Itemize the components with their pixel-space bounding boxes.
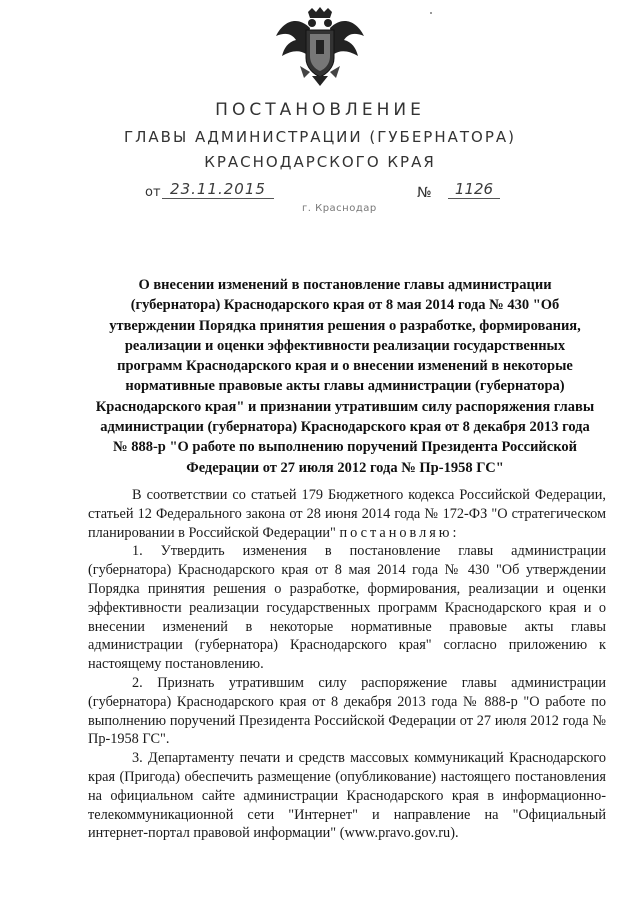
city-label: г. Краснодар xyxy=(302,203,377,214)
intro-text: В соответствии со статьей 179 Бюджетного кодекса Российской Федерации, статьей 12 Федерального закона от 28 июня 2014 года № 172-ФЗ "О стратегическом планировании в Российской Федерации" xyxy=(88,487,606,541)
document-title: О внесении изменений в постановление главы администрации (губернатора) Краснодарского края от 8 мая 2014 года № 430 "Об утверждении Порядка принятия решения о разработке, формирования, реализации и оценки эффективности реализации государственных программ Краснодарского края и о внесении изменений в некоторые нормативные правовые акты главы администрации (губернатора) Краснодарского края" и признании утратившим силу распоряжения главы администрации (губернатора) Краснодарского края от 8 декабря 2013 года № 888-р "О работе по выполнению поручений Президента Российской Федерации от 27 июля 2012 года № Пр-1958 ГС" xyxy=(95,277,595,476)
issuer-heading: ГЛАВЫ АДМИНИСТРАЦИИ (ГУБЕРНАТОРА) xyxy=(123,128,517,146)
number-label: № xyxy=(417,185,432,201)
region-heading: КРАСНОДАРСКОГО КРАЯ xyxy=(204,153,436,171)
coat-of-arms-emblem xyxy=(270,6,370,88)
handwritten-date: 23.11.2015 xyxy=(162,180,274,199)
date-label: от xyxy=(145,185,161,200)
handwritten-number: 1126 xyxy=(448,180,500,199)
scan-speck xyxy=(430,12,432,14)
paragraph-2: 2. Признать утратившим силу распоряжение главы администрации (губернатора) Краснодарского края от 8 декабря 2013 года № 888-р "О работе по выполнению поручений Президента Российской Федерации от 27 июля 2012 года № Пр-1958 ГС". xyxy=(88,674,606,748)
paragraph-3: 3. Департаменту печати и средств массовых коммуникаций Краснодарского края (Пригода) обеспечить размещение (опубликование) настоящего постановления на официальном сайте администрации Краснодарского края в информационно-телекоммуникационной сети "Интернет" и направление на "Официальный интернет-портал правовой информации" (www.pravo.gov.ru). xyxy=(88,750,606,842)
decree-word: постановляю: xyxy=(339,524,460,541)
document-type-heading: ПОСТАНОВЛЕНИЕ xyxy=(215,100,425,120)
paragraph-1: 1. Утвердить изменения в постановление главы администрации (губернатора) Краснодарского края от 8 мая 2014 года № 430 "Об утверждении Порядка принятия решения о разработке, формирования, реализации и оценки эффективности реализации государственных программ Краснодарского края и о внесении изменений в некоторые нормативные правовые акты главы администрации (губернатора) Краснодарского края" согласно приложению к настоящему постановлению. xyxy=(88,543,606,673)
intro-paragraph xyxy=(88,486,606,542)
document-body xyxy=(88,486,606,843)
